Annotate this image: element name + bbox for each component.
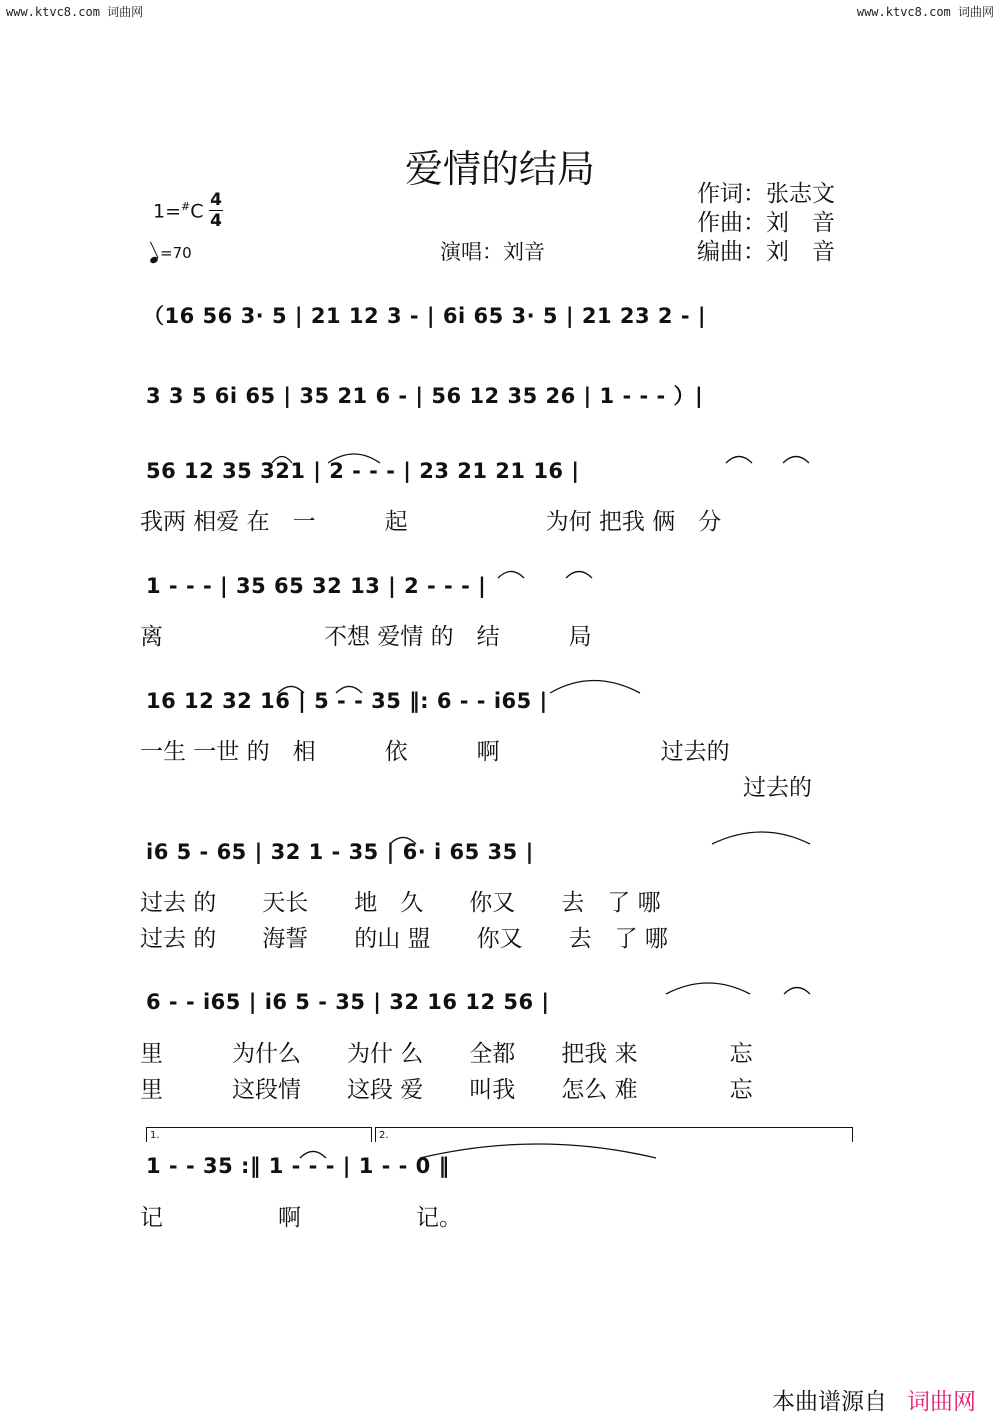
volta-1-label: 1. — [150, 1130, 160, 1141]
slur — [666, 983, 750, 994]
score-line-5-lyrics-2: 过去的 — [743, 775, 812, 801]
score-line-6-notes: i6 5 - 65 | 32 1 - 35 | 6· i 65 35 | — [146, 840, 534, 864]
song-title: 爱情的结局 — [404, 147, 595, 191]
score-line-5-lyrics-1: 一生 一世 的 相 依 啊 过去的 — [140, 739, 730, 765]
slur — [300, 1152, 326, 1159]
score-line-8-lyrics: 记 啊 记。 — [140, 1205, 462, 1231]
score-line-7-lyrics-1: 里 为什么 为什 么 全都 把我 来 忘 — [140, 1041, 753, 1067]
arranger: 编曲：刘 音 — [697, 239, 835, 265]
watermark-right: www.ktvc8.com 词曲网 — [856, 5, 994, 19]
slur — [336, 687, 362, 694]
watermark-left: www.ktvc8.com 词曲网 — [6, 5, 144, 19]
lyricist: 作词：张志文 — [697, 181, 835, 207]
score-line-5-notes: 16 12 32 16 | 5 - - 35 ‖: 6 - - i65 | — [146, 689, 548, 713]
score-line-4-notes: 1 - - - | 35 65 32 13 | 2 - - - | — [146, 574, 487, 598]
footer-brand: 词曲网 — [907, 1389, 976, 1415]
slur — [566, 572, 592, 579]
score-line-2-notes: 3 3 5 6i 65 | 35 21 6 - | 56 12 35 26 | 1 - - - ）| — [146, 384, 704, 408]
score-line-4-lyrics: 离 不想 爱情 的 结 局 — [140, 624, 592, 650]
score-line-7-notes: 6 - - i65 | i6 5 - 35 | 32 16 12 56 | — [146, 990, 550, 1014]
key-note: C — [190, 200, 204, 223]
composer: 作曲：刘 音 — [697, 210, 835, 236]
score-line-3-notes: 56 12 35 321 | 2 - - - | 23 21 21 16 | — [146, 459, 580, 483]
singer: 演唱：刘音 — [440, 240, 545, 264]
slur — [420, 1144, 656, 1158]
slur — [328, 454, 380, 463]
score-line-8-notes: 1 - - 35 :‖ 1 - - - | 1 - - 0 ‖ — [146, 1154, 450, 1178]
time-signature-top: 4 — [210, 190, 222, 210]
footer-text: 本曲谱源自 — [772, 1389, 887, 1415]
slur — [550, 681, 640, 694]
score-line-6-lyrics-2: 过去 的 海誓 的山 盟 你又 去 了 哪 — [140, 926, 668, 952]
slur — [726, 457, 752, 464]
tempo-value: =70 — [160, 244, 192, 262]
score-line-6-lyrics-1: 过去 的 天长 地 久 你又 去 了 哪 — [140, 890, 661, 916]
sharp-sign: # — [181, 200, 191, 213]
score-line-3-lyrics: 我两 相爱 在 一 起 为何 把我 俩 分 — [140, 509, 722, 535]
time-signature-bottom: 4 — [210, 211, 222, 231]
slur — [783, 457, 809, 464]
score-line-1-notes: （16 56 3· 5 | 21 12 3 - | 6i 65 3· 5 | 21 23 2 - | — [143, 304, 707, 328]
slur — [278, 687, 304, 694]
score-line-7-lyrics-2: 里 这段情 这段 爱 叫我 怎么 难 忘 — [140, 1077, 753, 1103]
slur — [498, 572, 524, 579]
footer — [772, 1383, 976, 1416]
slur — [712, 832, 810, 844]
slur — [272, 457, 292, 464]
slur — [784, 988, 810, 995]
key-prefix: 1= — [153, 200, 182, 223]
slur — [390, 838, 416, 845]
volta-2-label: 2. — [379, 1130, 389, 1141]
